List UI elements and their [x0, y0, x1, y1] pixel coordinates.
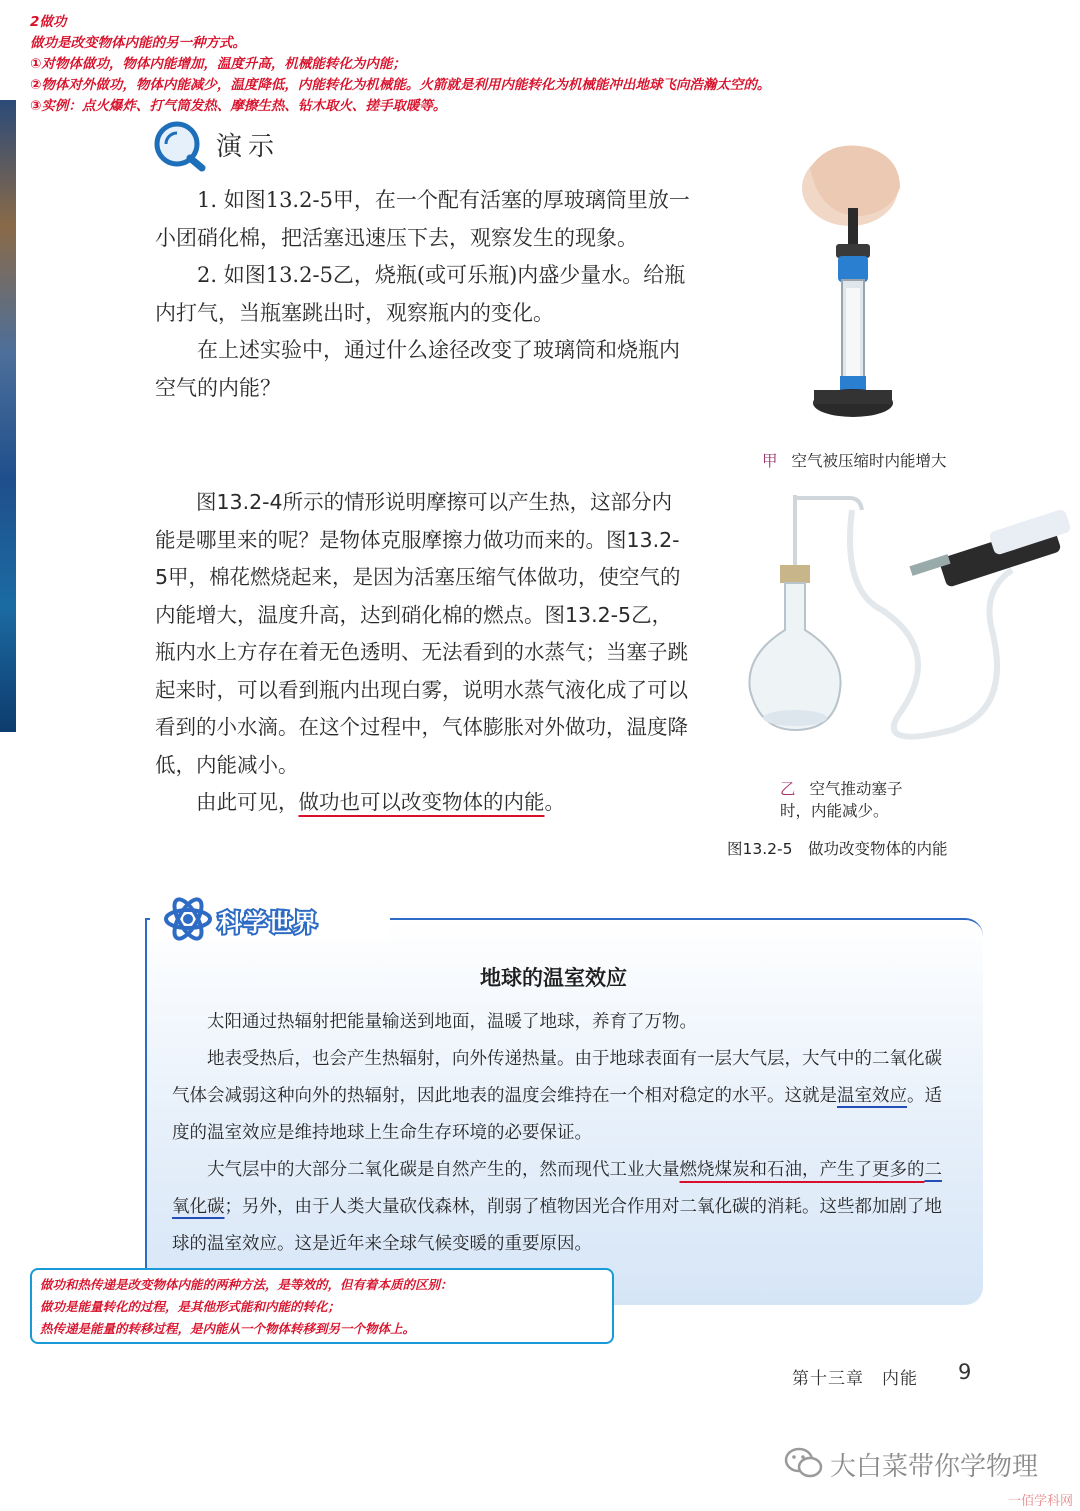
science-para-3: [172, 1152, 952, 1263]
corner-watermark: 一佰学科网: [1008, 1494, 1074, 1509]
co2-highlight: 二氧化碳: [172, 1160, 942, 1217]
demo-para-1: 1. 如图13.2-5甲，在一个配有活塞的厚玻璃筒里放一小团硝化棉，把活塞迅速压下去，观察发生的现象。: [155, 188, 690, 250]
figure-b-text-1: 空气推动塞子: [809, 780, 903, 798]
annotation-line: ②物体对外做功，物体内能减少，温度降低，内能转化为机械能。火箭就是利用内能转化为机械能冲出地球飞向浩瀚太空的。: [30, 77, 771, 93]
annotation-line: 2做功: [30, 14, 67, 30]
conclusion-highlight: 做功也可以改变物体的内能: [298, 790, 545, 814]
burning-highlight: 燃烧煤炭和石油，: [679, 1160, 820, 1180]
annotation-top: [30, 12, 770, 117]
figure-b-caption-line1: [780, 778, 903, 800]
annotation-line: ③实例：点火爆炸、打气筒发热、摩擦生热、钻木取火、搓手取暖等。: [30, 98, 447, 114]
watermark: [784, 1444, 1064, 1484]
annotation-line: 做功和热传递是改变物体内能的两种方法，是等效的，但有着本质的区别：: [40, 1277, 453, 1292]
demo-para-2: 2. 如图13.2-5乙，烧瓶(或可乐瓶)内盛少量水。给瓶内打气，当瓶塞跳出时，观察瓶内的变化。: [155, 263, 686, 325]
explanation-para: 图13.2-4所示的情形说明摩擦可以产生热，这部分内能是哪里来的呢？是物体克服摩擦力做功而来的。图13.2-5甲，棉花燃烧起来，是因为活塞压缩气体做功，使空气的内能增大，温度升高，达到硝化棉的燃点。图13.2-5乙，瓶内水上方存在着无色透明、无法看到的水蒸气；当塞子跳起来时，可以看到瓶内出现白雾，说明水蒸气液化成了可以看到的小水滴。在这个过程中，气体膨胀对外做功，温度降低，内能减小。: [155, 490, 688, 777]
science-world-label: [150, 895, 390, 941]
figure-a-text: 空气被压缩时内能增大: [791, 452, 947, 470]
science-para-2a: 地表受热后，也会产生热辐射，向外传递热量。由于地球表面有一层大气层，大气中的二氧化碳气体会减弱这种向外的热辐射，因此地表的温度会维持在一个相对稳定的水平。这就是: [172, 1049, 942, 1106]
figure-caption: 图13.2-5 做功改变物体的内能: [727, 840, 948, 858]
conclusion-suffix: 。: [544, 790, 565, 814]
science-para-2b: 。适度的温室效应是维持地球上生命生存环境的必要保证。: [172, 1086, 942, 1143]
greenhouse-highlight: 温室效应: [837, 1086, 907, 1106]
demo-para-3: 在上述实验中，通过什么途径改变了玻璃筒和烧瓶内空气的内能？: [155, 338, 680, 400]
science-para-3a: 大气层中的大部分二氧化碳是自然产生的，然而现代工业大量: [207, 1160, 680, 1180]
demo-header: [152, 120, 352, 170]
figure-b-caption-line2: 时，内能减少。: [780, 802, 889, 820]
conclusion-prefix: 由此可见，: [196, 790, 299, 814]
page-number: 9: [958, 1360, 972, 1384]
science-world-title: 科学世界: [218, 909, 318, 937]
figure-b-caption: [780, 778, 903, 822]
annotation-line: 做功是改变物体内能的另一种方式。: [30, 35, 246, 51]
demo-text: [155, 182, 690, 407]
figure-a-caption: [762, 450, 947, 472]
science-box-title: 地球的温室效应: [480, 966, 627, 990]
annotation-line: 做功是能量转化的过程，是其他形式能和内能的转化；: [40, 1299, 341, 1314]
produced-highlight: 产生了更多的: [819, 1160, 925, 1180]
wechat-icon: [784, 1446, 824, 1480]
conclusion-para: [155, 784, 690, 822]
demo-title: 演示: [216, 132, 281, 162]
annotation-bottom-box: [30, 1268, 614, 1344]
left-edge-image-strip: [0, 100, 16, 732]
chapter-label: 第十三章 内能: [792, 1369, 918, 1389]
atom-icon: [162, 895, 214, 943]
figure-b-mark: 乙: [780, 780, 796, 798]
demo-magnifier-icon: [152, 120, 208, 172]
explanation-text: [155, 484, 690, 822]
science-para-1: 太阳通过热辐射把能量输送到地面，温暖了地球，养育了万物。: [207, 1012, 697, 1032]
science-box-body: [172, 1004, 952, 1263]
annotation-line: ①对物体做功，物体内能增加，温度升高，机械能转化为内能；: [30, 56, 406, 72]
figure-a-piston-image: [790, 128, 930, 428]
science-para-3b: ；另外，由于人类大量砍伐森林，削弱了植物因光合作用对二氧化碳的消耗。这些都加剧了地球的温室效应。这是近年来全球气候变暖的重要原因。: [172, 1197, 942, 1254]
figure-b-flask-pump-image: [740, 490, 1080, 770]
figure-a-mark: 甲: [762, 452, 778, 470]
science-para-2: [172, 1041, 952, 1152]
watermark-text: 大白菜带你学物理: [830, 1452, 1039, 1482]
annotation-line: 热传递是能量的转移过程，是内能从一个物体转移到另一个物体上。: [40, 1321, 416, 1336]
